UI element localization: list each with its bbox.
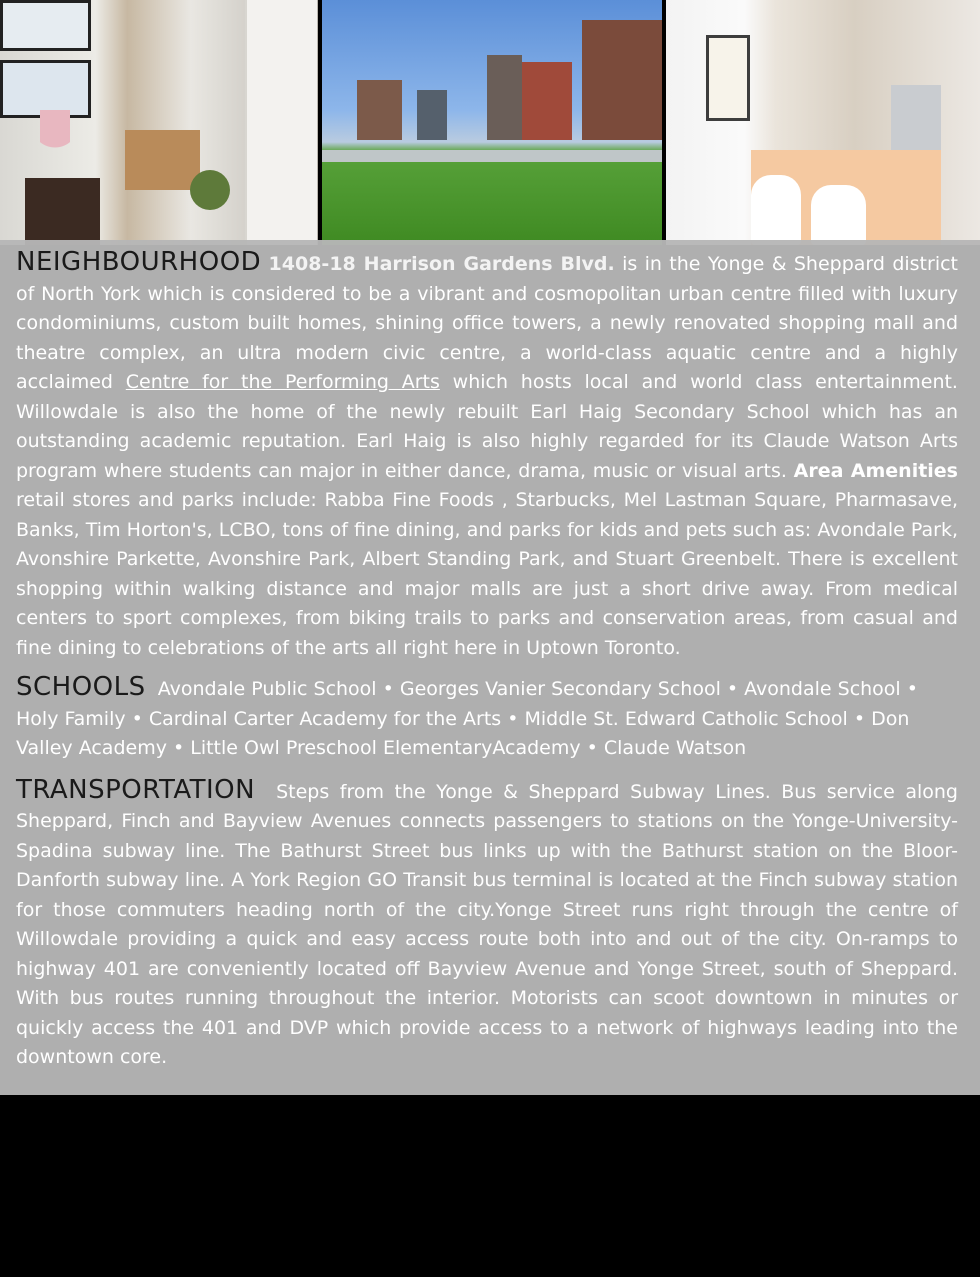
kitchen-photo [666, 0, 980, 245]
neighbourhood-text-1: is in the Yonge & Sheppard district of North York which is considered to be a vibrant and cosmopolitan urban centre filled with luxury condominiums, custom built homes, shining office towers, a newly renovated shopping mall and theatre complex, an ultra modern civic centre, a world-class aquatic centre and a highly acclaimed [16, 253, 958, 393]
side-table [25, 178, 100, 245]
performing-arts-link[interactable]: Centre for the Performing Arts [125, 371, 440, 393]
building [357, 80, 402, 140]
area-amenities-label: Area Amenities [793, 459, 958, 482]
description-panel [0, 240, 980, 1095]
building [417, 90, 447, 140]
building [487, 55, 522, 140]
park-path [322, 150, 662, 162]
schools-list: Avondale Public School • Georges Vanier Secondary School • Avondale School • Holy Family • Cardinal Carter Academy for the Arts • Middle St. Edward Catholic School • Don Valley Academy • Little Owl Preschool ElementaryAcademy • Claude Watson [16, 678, 918, 759]
potted-plant [190, 170, 230, 210]
eiffel-tower-poster [706, 35, 750, 121]
building [582, 20, 662, 140]
refrigerator [891, 85, 941, 150]
photo-strip [0, 0, 980, 245]
property-address: 1408-18 Harrison Gardens Blvd. [268, 253, 615, 275]
kitchen-cabinet [125, 130, 200, 190]
building [522, 62, 572, 140]
door [245, 0, 317, 245]
flower-vase [40, 110, 70, 180]
transportation-heading: TRANSPORTATION [16, 774, 256, 805]
neighbourhood-text-3: retail stores and parks include: Rabba Fine Foods , Starbucks, Mel Lastman Square, Pharmasave, Banks, Tim Horton's, LCBO, tons of fine dining, and parks for kids and pets such as: Avondale Park, Avonshire Parkette, Avonshire Park, Albert Standing Park, and Stuart Greenbelt. There is excellent shopping within walking distance and major malls are just a short drive away. From medical centers to sport complexes, from biking trails to parks and conservation areas, from casual and fine dining to celebrations of the arts all right here in Uptown Toronto. [16, 489, 958, 659]
schools-section [16, 673, 958, 764]
schools-heading: SCHOOLS [16, 672, 146, 702]
neighbourhood-section [16, 248, 958, 663]
bar-stool [811, 185, 866, 245]
park-and-towers-photo [322, 0, 662, 245]
wall-art-frame [0, 0, 91, 51]
transportation-section [16, 776, 958, 1073]
interior-living-room-photo [0, 0, 318, 245]
transportation-text: Steps from the Yonge & Sheppard Subway Lines. Bus service along Sheppard, Finch and Bayview Avenues connects passengers to stations on the Yonge-University-Spadina subway line. The Bathurst Street bus links up with the Bathurst station on the Bloor-Danforth subway line. A York Region GO Transit bus terminal is located at the Finch subway station for those commuters heading north of the city.Yonge Street runs right through the centre of Willowdale providing a quick and easy access route both into and out of the city. On-ramps to highway 401 are conveniently located off Bayview Avenue and Yonge Street, south of Sheppard. With bus routes running throughout the interior. Motorists can scoot downtown in minutes or quickly access the 401 and DVP which provide access to a network of highways leading into the downtown core. [16, 780, 958, 1068]
bar-stool [751, 175, 801, 245]
neighbourhood-text-2: which hosts local and world class entertainment. Willowdale is also the home of the newly rebuilt Earl Haig Secondary School which has an outstanding academic reputation. Earl Haig is also highly regarded for its Claude Watson Arts program where students can major in either dance, drama, music or visual arts. [16, 371, 958, 482]
neighbourhood-heading: NEIGHBOURHOOD [16, 247, 262, 277]
description-text [16, 248, 958, 1073]
